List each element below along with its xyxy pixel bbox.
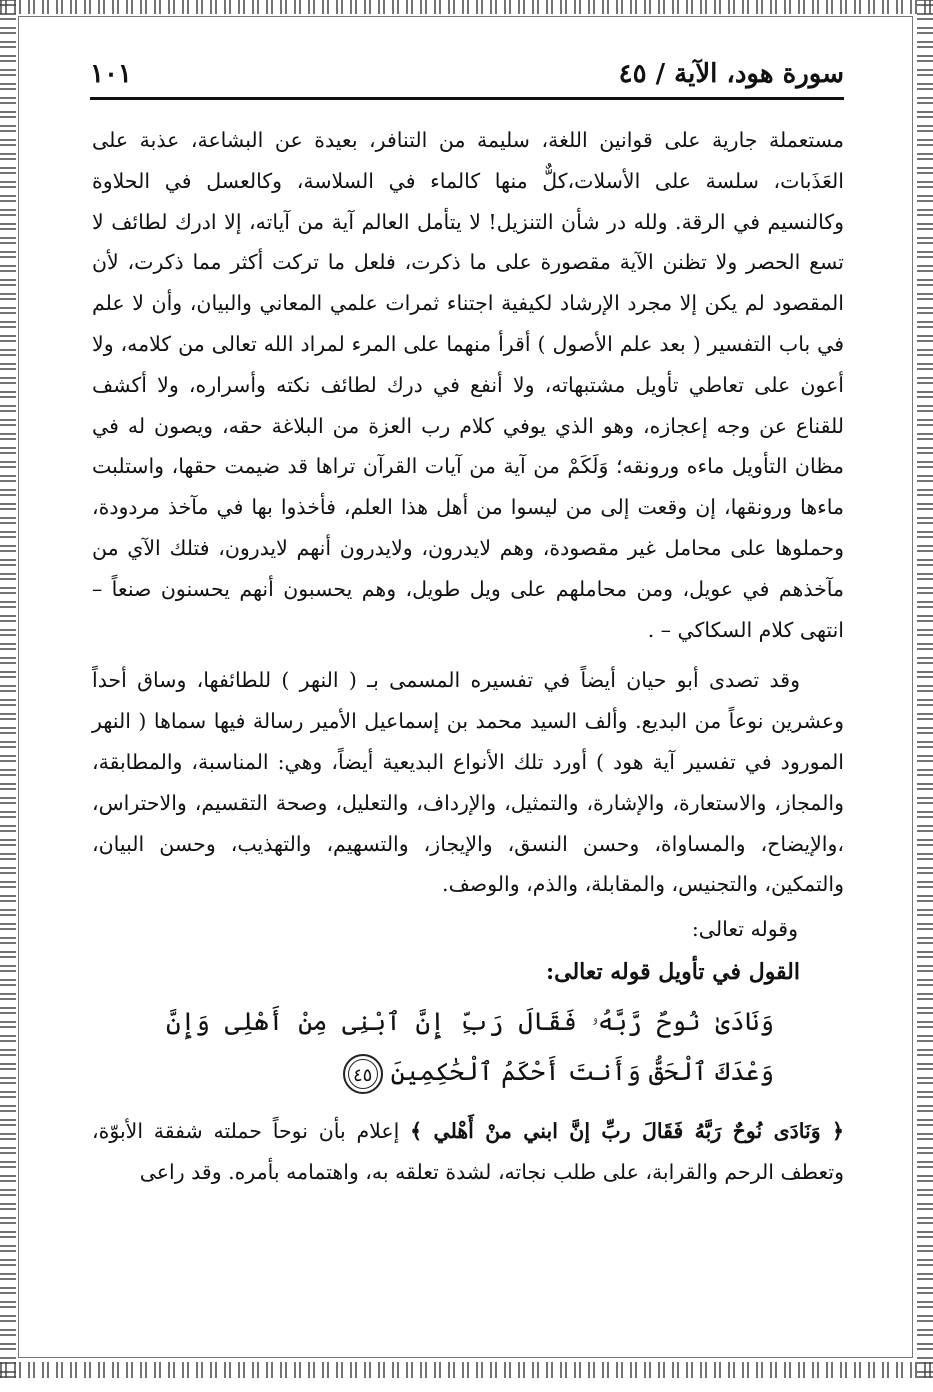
chapter-title: سورة هود، الآية / ٤٥: [618, 59, 844, 89]
header-rule: [90, 97, 844, 100]
section-heading: القول في تأويل قوله تعالى:: [546, 959, 800, 986]
running-header: [90, 54, 844, 98]
verse-number: ٤٥: [352, 1064, 373, 1086]
commentary-text: إعلام بأن نوحاً حملته شفقة الأبوّة، وتعطف الرحم والقرابة، على طلب نجاته، لشدة تعلقه به، واهتمامه بأمره. وقد راعى: [92, 1119, 844, 1184]
page-border-top: [0, 0, 933, 14]
page-border-right: [917, 0, 933, 1378]
commentary-paragraph: [92, 1111, 844, 1193]
paragraph-2: وقد تصدى أبو حيان أيضاً في تفسيره المسمى بـ ( النهر ) للطائفها، وساق أحداً وعشرين نوعاً من البديع. وألف السيد محمد بن إسماعيل الأمير رسالة فيها سماها ( النهر المورود في تفسير آية هود ) أورد تلك الأنواع البديعية أيضاً، وهي: المناسبة، والمطابقة، والمجاز، والاستعارة، والإشارة، والتمثيل، والإرداف، والتعليل، وصحة التقسيم، والاحتراس، ،والإيضاح، والمساواة، وحسن النسق، والإيجاز، والتسهيم، والتهذيب، وحسن البيان، والتمكين، والتجنيس، والمقابلة، والذم، والوصف.: [92, 668, 844, 897]
page-border-left: [0, 0, 16, 1378]
quran-verse: [92, 997, 844, 1097]
commentary-quote: ﴿ وَنَادَى نُوحٌ رَبَّهُ فَقَالَ ربِّ إنَّ ابني منْ أَهْلي ﴾: [410, 1119, 844, 1144]
page-border-bottom: [0, 1362, 933, 1378]
verse-text: وَنَادَىٰ نُوحٌ رَّبَّهُۥ فَقَالَ رَبِّ إِنَّ ٱبْنِى مِنْ أَهْلِى وَإِنَّ وَعْدَكَ ٱلْحَقُّ وَأَنتَ أَحْكَمُ ٱلْحَٰكِمِينَ: [166, 1007, 774, 1087]
page-number: ١٠١: [90, 59, 132, 89]
paragraph-1: مستعملة جارية على قوانين اللغة، سليمة من التنافر، بعيدة عن البشاعة، عذبة على العَذَبات، سلسة على الأسلات،كلٌّ منها كالماء في السلاسة، وكالعسل في الحلاوة وكالنسيم في الرقة. ولله در شأن التنزيل! لا يتأمل العالم آية من آياته، إلا ادرك لطائف لا تسع الحصر ولا تظنن الآية مقصورة على ما ذكرت، فلعل ما تركت أكثر مما ذكرت، لأن المقصود لم يكن إلا مجرد الإرشاد لكيفية اجتناء ثمرات علمي المعاني والبيان، وأن لا علم في باب التفسير ( بعد علم الأصول ) أقرأ منهما على المرء لمراد الله تعالى من كلامه، ولا أعون على تعاطي تأويل مشتبهاته، ولا أنفع في درك لطائف نكته وأسراره، ولا أكشف للقناع عن وجه إعجازه، وهو الذي يوفي كلام رب العزة من البلاغة حقه، ويصون له في مظان التأويل ماءه ورونقه؛ وَلَكَمْ من آية من آيات القرآن تراها قد ضيمت حقها، واستلبت ماءها ورونقها، إن وقعت إلى من ليسوا من أهل هذا العلم، فأخذوا بها في مآخذ مردودة، وحملوها على محامل غير مقصودة، وهم لايدرون، ولايدرون أنهم لايدرون، فتلك الآي من مآخذهم في عويل، ومن محاملهم على ويل طويل، وهم يحسبون أنهم يحسنون صنعاً – انتهى كلام السكاكي – .: [92, 128, 844, 642]
verse-number-ornament: [343, 1054, 383, 1094]
section-intro: وقوله تعالى:: [691, 917, 798, 942]
page-body: [92, 120, 844, 1193]
